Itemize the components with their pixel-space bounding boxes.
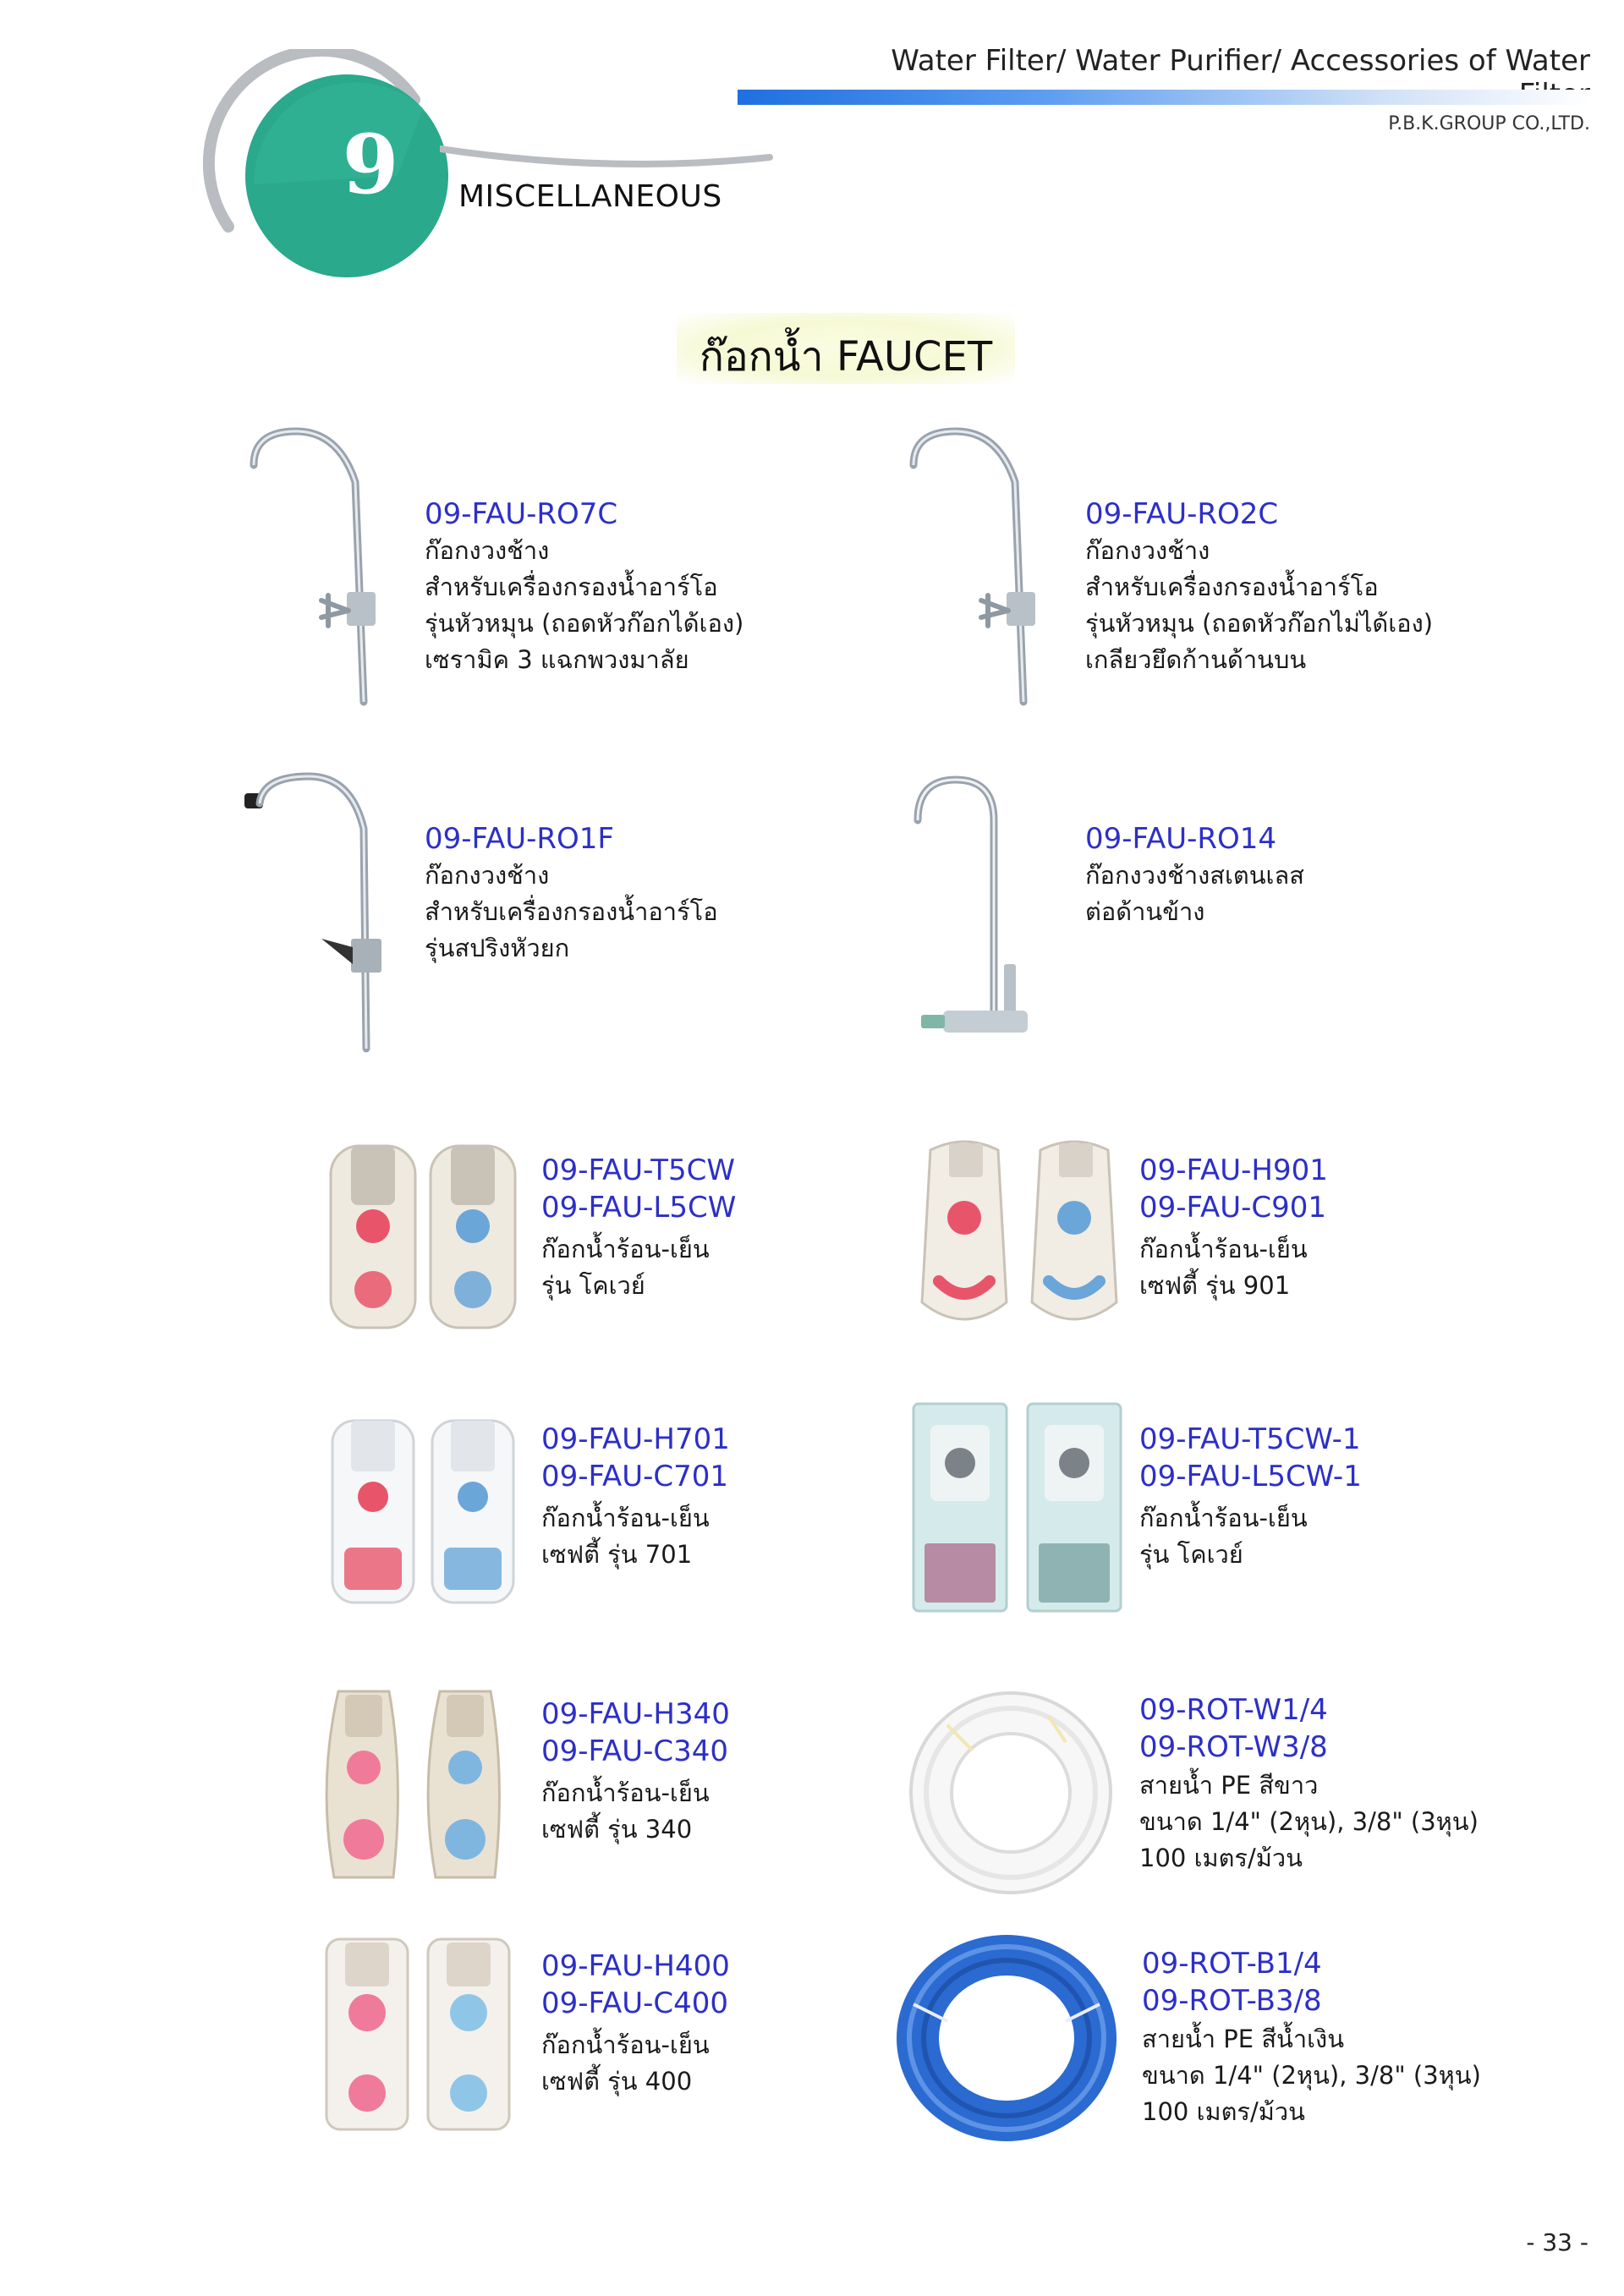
product-code: 09-FAU-C400 (541, 1986, 729, 2020)
product-desc-line: ก๊อกน้ำร้อน-เย็น (541, 1235, 710, 1263)
page-number: - 33 - (1526, 2228, 1588, 2256)
product-desc-line: ก๊อกน้ำร้อน-เย็น (541, 1504, 710, 1532)
product-desc-line: รุ่นสปริงหัวยก (425, 934, 570, 962)
product-desc-line: ก๊อกงวงช้าง (425, 861, 550, 890)
section-label: MISCELLANEOUS (458, 179, 722, 214)
company-name: P.B.K.GROUP CO.,LTD. (1388, 113, 1590, 134)
product-desc-line: สายน้ำ PE สีขาว (1139, 1771, 1319, 1800)
product-code: 09-ROT-W3/8 (1139, 1730, 1328, 1764)
product-code: 09-ROT-W1/4 (1139, 1693, 1328, 1727)
product-code: 09-FAU-T5CW (541, 1153, 736, 1187)
product-desc-line: รุ่นหัวหมุน (ถอดหัวก๊อกไม่ได้เอง) (1085, 609, 1434, 638)
product-desc-line: ก๊อกงวงช้าง (425, 536, 550, 565)
gooseneck-faucet-icon (241, 770, 385, 1057)
dispenser-tap-icon (326, 1412, 529, 1611)
product-desc-line: เซรามิค 3 แฉกพวงมาลัย (425, 645, 689, 674)
catalog-header-title: Water Filter/ Water Purifier/ Accessories of Water (891, 44, 1590, 78)
product-desc-line: ก๊อกน้ำร้อน-เย็น (541, 2030, 710, 2059)
product-desc-line: ต่อด้านข้าง (1085, 897, 1205, 926)
product-desc-line: สำหรับเครื่องกรองน้ำอาร์โอ (425, 897, 718, 926)
tube-coil-icon (888, 1928, 1125, 2148)
product-code: 09-FAU-C340 (541, 1734, 729, 1768)
product-desc-line: ก๊อกน้ำร้อน-เย็น (1139, 1504, 1308, 1532)
tube-coil-icon (897, 1683, 1125, 1903)
product-code: 09-ROT-B3/8 (1142, 1984, 1322, 2018)
dispenser-tap-icon (321, 1932, 516, 2135)
product-desc-line: รุ่น โคเวย์ (1139, 1540, 1243, 1569)
product-code: 09-FAU-RO7C (425, 497, 618, 531)
section-badge (203, 49, 457, 286)
product-desc-line: เซฟตี้ รุ่น 901 (1139, 1271, 1291, 1300)
section-number: 9 (342, 117, 399, 212)
dispenser-tap-icon (326, 1137, 529, 1336)
gooseneck-faucet-icon (897, 423, 1040, 719)
stainless-faucet-icon (909, 770, 1053, 1049)
product-desc-line: ก๊อกน้ำร้อน-เย็น (541, 1778, 710, 1807)
product-desc-line: สำหรับเครื่องกรองน้ำอาร์โอ (425, 573, 718, 601)
product-desc-line: เซฟตี้ รุ่น 400 (541, 2067, 693, 2096)
dispenser-tap-icon (909, 1400, 1125, 1615)
product-code: 09-FAU-L5CW-1 (1139, 1460, 1362, 1493)
product-desc-line: ก๊อกน้ำร้อน-เย็น (1139, 1235, 1308, 1263)
page-title: ก๊อกน้ำ FAUCET (699, 333, 993, 381)
dispenser-tap-icon (313, 1683, 516, 1890)
product-code: 09-ROT-B1/4 (1142, 1947, 1322, 1981)
product-desc-line: สำหรับเครื่องกรองน้ำอาร์โอ (1085, 573, 1379, 601)
product-desc-line: ก๊อกงวงช้าง (1085, 536, 1210, 565)
header-accent-bar (738, 90, 1592, 105)
product-desc-line: เซฟตี้ รุ่น 340 (541, 1815, 693, 1844)
product-code: 09-FAU-RO2C (1085, 497, 1279, 531)
product-desc-line: รุ่น โคเวย์ (541, 1271, 645, 1300)
product-code: 09-FAU-RO14 (1085, 822, 1277, 856)
product-code: 09-FAU-H701 (541, 1422, 730, 1456)
product-code: 09-FAU-H400 (541, 1949, 730, 1983)
product-code: 09-FAU-C901 (1139, 1191, 1327, 1225)
product-desc-line: สายน้ำ PE สีน้ำเงิน (1142, 2025, 1345, 2053)
product-desc-line: ก๊อกงวงช้างสเตนเลส (1085, 861, 1304, 890)
product-desc-line: เกลียวยึดก้านด้านบน (1085, 645, 1307, 674)
gooseneck-faucet-icon (237, 423, 381, 719)
product-desc-line: 100 เมตร/ม้วน (1142, 2097, 1306, 2126)
product-code: 09-FAU-L5CW (541, 1191, 737, 1225)
product-desc-line: เซฟตี้ รุ่น 701 (541, 1540, 693, 1569)
product-desc-line: รุ่นหัวหมุน (ถอดหัวก๊อกได้เอง) (425, 609, 744, 638)
product-desc-line: 100 เมตร/ม้วน (1139, 1844, 1303, 1872)
product-code: 09-FAU-C701 (541, 1460, 729, 1493)
product-code: 09-FAU-H901 (1139, 1153, 1328, 1187)
product-code: 09-FAU-RO1F (425, 822, 614, 856)
dispenser-tap-icon (914, 1133, 1133, 1340)
product-code: 09-FAU-T5CW-1 (1139, 1422, 1361, 1456)
product-desc-line: ขนาด 1/4" (2หุน), 3/8" (3หุน) (1142, 2061, 1481, 2090)
product-code: 09-FAU-H340 (541, 1697, 730, 1731)
product-desc-line: ขนาด 1/4" (2หุน), 3/8" (3หุน) (1139, 1807, 1479, 1836)
